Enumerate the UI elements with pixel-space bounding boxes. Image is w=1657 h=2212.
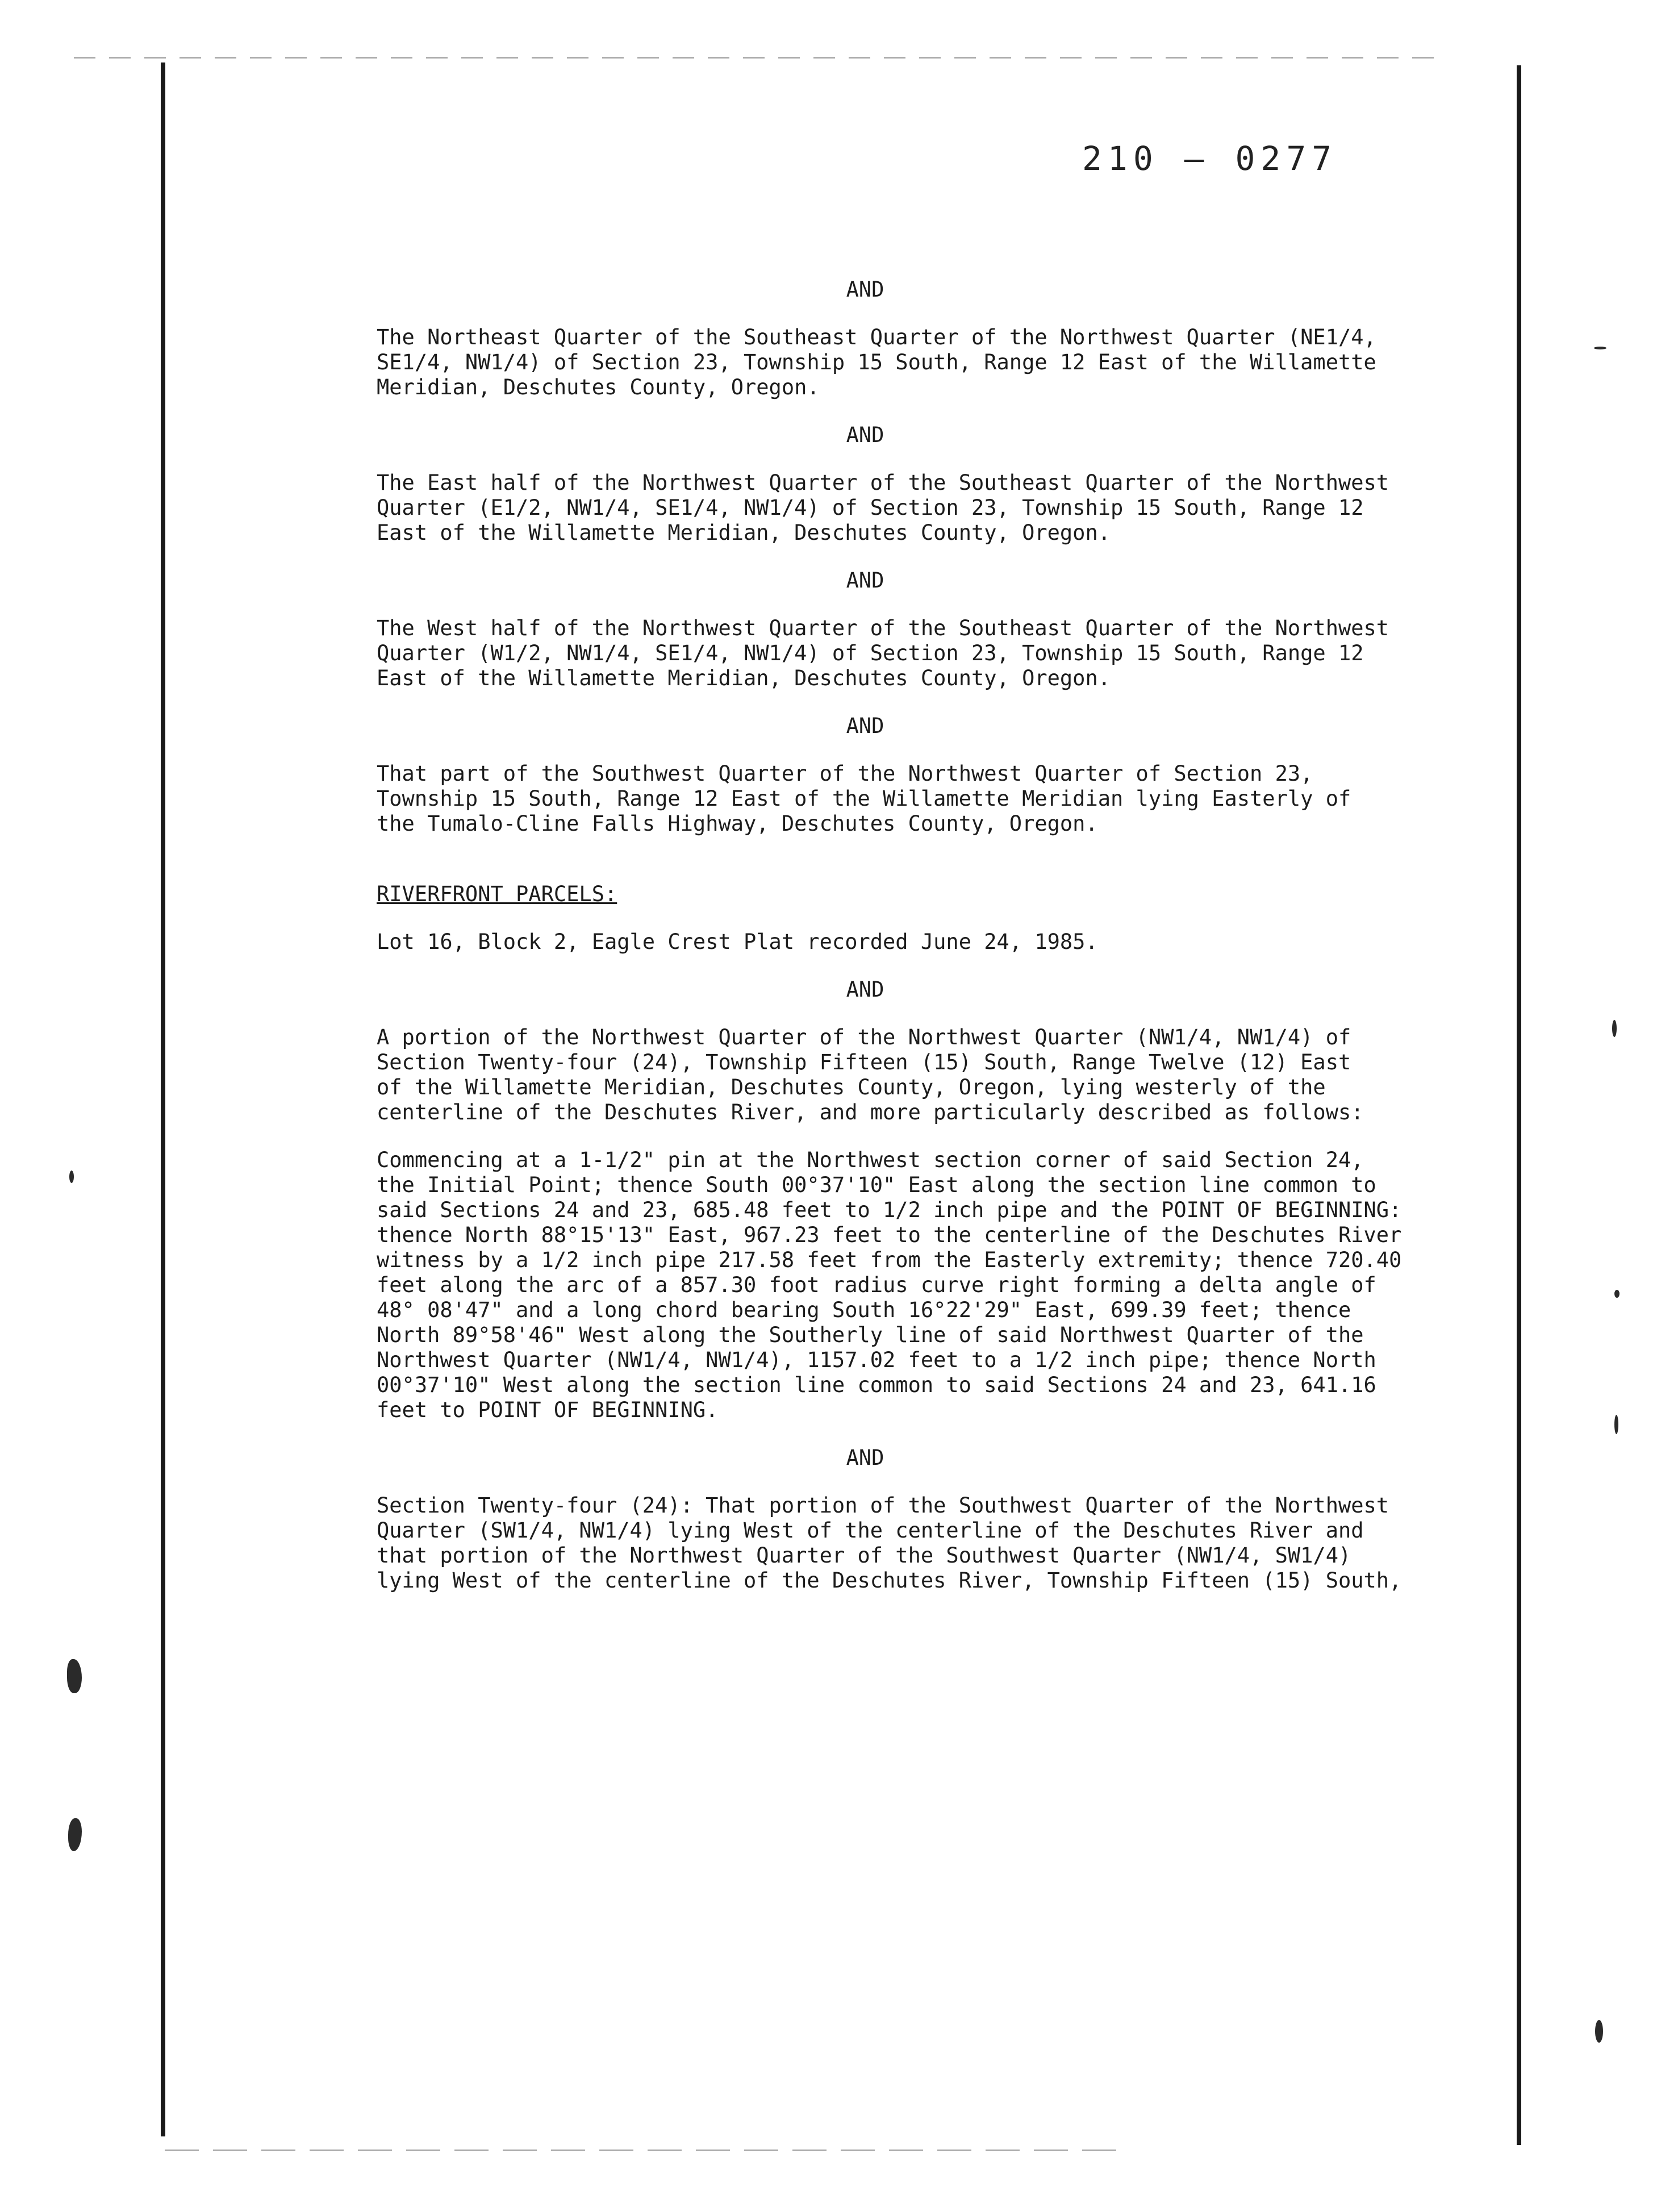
and-separator: AND [846, 1445, 884, 1470]
scan-speck [69, 1170, 74, 1183]
text-line: North 89°58'46" West along the Southerly line of said Northwest Quarter of the [377, 1323, 1364, 1347]
parcel-paragraph [377, 930, 1354, 955]
parcel-paragraph [377, 616, 1389, 691]
text-line: A portion of the Northwest Quarter of the Northwest Quarter (NW1/4, NW1/4) of [377, 1025, 1351, 1049]
text-line: of the Willamette Meridian, Deschutes County, Oregon, lying westerly of the [377, 1075, 1326, 1099]
left-margin-rule [161, 63, 165, 2136]
text-line: 48° 08'47" and a long chord bearing South 16°22'29" East, 699.39 feet; thence [377, 1298, 1351, 1322]
parcel-paragraph [377, 761, 1354, 836]
and-separator: AND [846, 568, 884, 593]
scan-speck [67, 1659, 82, 1693]
text-line: Meridian, Deschutes County, Oregon. [377, 375, 820, 399]
section-heading [377, 882, 1354, 907]
text-line: the Tumalo-Cline Falls Highway, Deschutes County, Oregon. [377, 811, 1098, 836]
text-line: thence North 88°15'13" East, 967.23 feet to the centerline of the Deschutes River [377, 1223, 1402, 1247]
right-margin-rule [1517, 65, 1521, 2145]
text-line: witness by a 1/2 inch pipe 217.58 feet from the Easterly extremity; thence 720.40 [377, 1248, 1402, 1272]
scan-speck [1612, 1020, 1617, 1037]
parcel-paragraph [377, 1025, 1364, 1125]
scan-speck [68, 1818, 82, 1851]
text-line: 00°37'10" West along the section line common to said Sections 24 and 23, 641.16 [377, 1373, 1376, 1397]
parcel-paragraph [377, 325, 1376, 400]
scan-edge-bottom [165, 2149, 1130, 2151]
text-line: centerline of the Deschutes River, and more particularly described as follows: [377, 1100, 1364, 1124]
text-line: Section Twenty-four (24), Township Fifteen (15) South, Range Twelve (12) East [377, 1050, 1351, 1074]
text-line: East of the Willamette Meridian, Deschutes County, Oregon. [377, 666, 1111, 690]
text-line: Commencing at a 1-1/2" pin at the Northwest section corner of said Section 24, [377, 1148, 1364, 1172]
text-line: SE1/4, NW1/4) of Section 23, Township 15 South, Range 12 East of the Willamette [377, 350, 1376, 374]
scan-speck [1595, 2020, 1603, 2043]
scan-speck [1594, 347, 1606, 349]
legal-description-body [377, 277, 1402, 1593]
scan-speck [1614, 1290, 1620, 1298]
text-line: The Northeast Quarter of the Southeast Quarter of the Northwest Quarter (NE1/4, [377, 325, 1376, 349]
and-separator: AND [846, 277, 884, 302]
text-line: feet along the arc of a 857.30 foot radius curve right forming a delta angle of [377, 1273, 1376, 1297]
scan-speck [1614, 1415, 1618, 1434]
page-number: 210 – 0277 [1082, 139, 1338, 178]
text-line: The East half of the Northwest Quarter of the Southeast Quarter of the Northwest [377, 470, 1389, 495]
and-separator: AND [846, 977, 884, 1002]
parcel-paragraph [377, 470, 1389, 545]
parcel-paragraph [377, 1148, 1402, 1423]
text-line: Northwest Quarter (NW1/4, NW1/4), 1157.02 feet to a 1/2 inch pipe; thence North [377, 1348, 1376, 1372]
text-line: that portion of the Northwest Quarter of the Southwest Quarter (NW1/4, SW1/4) [377, 1543, 1351, 1568]
text-line: Quarter (SW1/4, NW1/4) lying West of the centerline of the Deschutes River and [377, 1518, 1364, 1543]
text-line: Lot 16, Block 2, Eagle Crest Plat recorded June 24, 1985. [377, 930, 1098, 954]
text-line: Quarter (W1/2, NW1/4, SE1/4, NW1/4) of Section 23, Township 15 South, Range 12 [377, 641, 1364, 665]
text-line: lying West of the centerline of the Deschutes River, Township Fifteen (15) South, [377, 1568, 1402, 1593]
text-line: Township 15 South, Range 12 East of the Willamette Meridian lying Easterly of [377, 786, 1351, 811]
scan-edge-top [74, 57, 1437, 59]
and-separator: AND [846, 714, 884, 738]
and-separator: AND [846, 423, 884, 447]
text-line: The West half of the Northwest Quarter of the Southeast Quarter of the Northwest [377, 616, 1389, 640]
parcel-paragraph [377, 1493, 1402, 1593]
text-line: feet to POINT OF BEGINNING. [377, 1398, 719, 1422]
text-line: East of the Willamette Meridian, Deschutes County, Oregon. [377, 520, 1111, 545]
text-line: the Initial Point; thence South 00°37'10" East along the section line common to [377, 1173, 1376, 1197]
text-line: That part of the Southwest Quarter of the Northwest Quarter of Section 23, [377, 761, 1313, 786]
text-line: said Sections 24 and 23, 685.48 feet to 1/2 inch pipe and the POINT OF BEGINNING: [377, 1198, 1402, 1222]
section-heading-text: RIVERFRONT PARCELS: [377, 882, 617, 906]
text-line: Quarter (E1/2, NW1/4, SE1/4, NW1/4) of Section 23, Township 15 South, Range 12 [377, 495, 1364, 520]
text-line: Section Twenty-four (24): That portion of the Southwest Quarter of the Northwest [377, 1493, 1389, 1518]
